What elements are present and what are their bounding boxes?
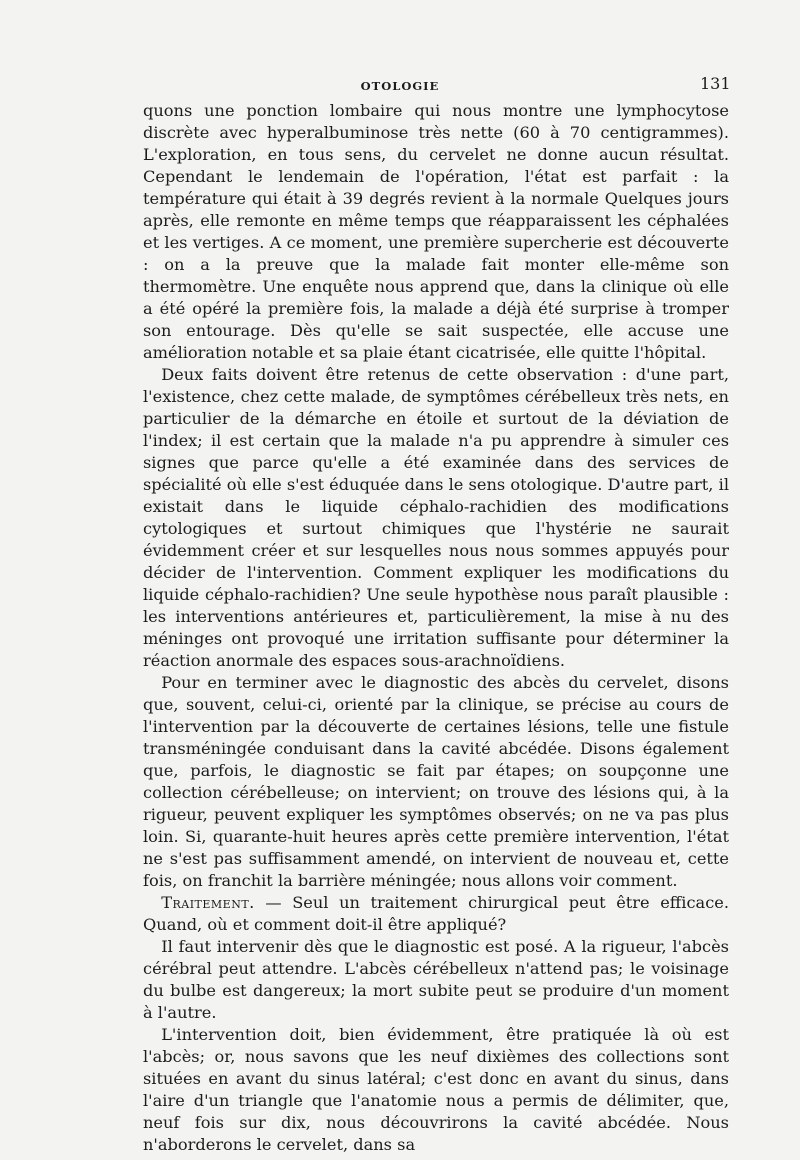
- body-text: [143, 100, 729, 1156]
- paragraph-diagnostic: [143, 672, 729, 892]
- page-number: 131: [700, 74, 731, 93]
- paragraph-timing: [143, 936, 729, 1024]
- paragraph-intervention: [143, 1024, 729, 1156]
- paragraph-observation: [143, 364, 729, 672]
- paragraph-text: — Seul un traitement chirurgical peut être efficace. Quand, où et comment doit-il être appliqué?: [143, 893, 729, 934]
- paragraph-continuation: quons une ponction lombaire qui nous montre une lymphocytose discrète avec hyperalbuminose très nette (60 à 70 centigrammes). L'exploration, en tous sens, du cervelet ne donne aucun résultat. Cependant le lendemain de l'opération, l'état est parfait : la température qui était à 39 degrés revient à la normale Quelques jours après, elle remonte en même temps que réapparaissent les céphalées et les vertiges. A ce moment, une première supercherie est découverte : on a la preuve que la malade fait monter elle-même son thermomètre. Une enquête nous apprend que, dans la clinique où elle a été opéré la première fois, la malade a déjà été surprise à tromper son entourage. Dès qu'elle se sait suspectée, elle accuse une amélioration notable et sa plaie étant cicatrisée, elle quitte l'hôpital.: [143, 101, 729, 362]
- section-lead: Traitement.: [161, 893, 255, 912]
- running-header: OTOLOGIE: [360, 79, 440, 93]
- paragraph-text: L'intervention doit, bien évidemment, être pratiquée là où est l'abcès; or, nous savons que les neuf dixièmes des collections sont situées en avant du sinus latéral; c'est donc en avant du sinus, dans l'aire d'un triangle que l'anatomie nous a permis de délimiter, que, neuf fois sur dix, nous découvrirons la cavité abcédée. Nous n'aborderons le cervelet, dans sa: [143, 1025, 729, 1154]
- paragraph-traitement: [143, 892, 729, 936]
- paragraph-text: Il faut intervenir dès que le diagnostic est posé. A la rigueur, l'abcès cérébral peut attendre. L'abcès cérébelleux n'attend pas; le voisinage du bulbe est dangereux; la mort subite peut se produire d'un moment à l'autre.: [143, 937, 729, 1022]
- paragraph-text: Deux faits doivent être retenus de cette observation : d'une part, l'existence, chez cette malade, de symptômes cérébelleux très nets, en particulier de la démarche en étoile et surtout de la déviation de l'index; il est certain que la malade n'a pu apprendre à simuler ces signes que parce qu'elle a été examinée dans des services de spécialité où elle s'est éduquée dans le sens otologique. D'autre part, il existait dans le liquide céphalo-rachidien des modifications cytologiques et surtout chimiques que l'hystérie ne saurait évidemment créer et sur lesquelles nous nous sommes appuyés pour décider de l'intervention. Comment expliquer les modifications du liquide céphalo-rachidien? Une seule hypothèse nous paraît plausible : les interventions antérieures et, particulièrement, la mise à nu des méninges ont provoqué une irritation suffisante pour déterminer la réaction anormale des espaces sous-arachnoïdiens.: [143, 365, 729, 670]
- paragraph-text: Pour en terminer avec le diagnostic des abcès du cervelet, disons que, souvent, celui-ci, orienté par la clinique, se précise au cours de l'intervention par la découverte de certaines lésions, telle une fistule transméningée conduisant dans la cavité abcédée. Disons également que, parfois, le diagnostic se fait par étapes; on soupçonne une collection cérébelleuse; on intervient; on trouve des lésions qui, à la rigueur, peuvent expliquer les symptômes observés; on ne va pas plus loin. Si, quarante-huit heures après cette première intervention, l'état ne s'est pas suffisamment amendé, on intervient de nouveau et, cette fois, on franchit la barrière méningée; nous allons voir comment.: [143, 673, 729, 890]
